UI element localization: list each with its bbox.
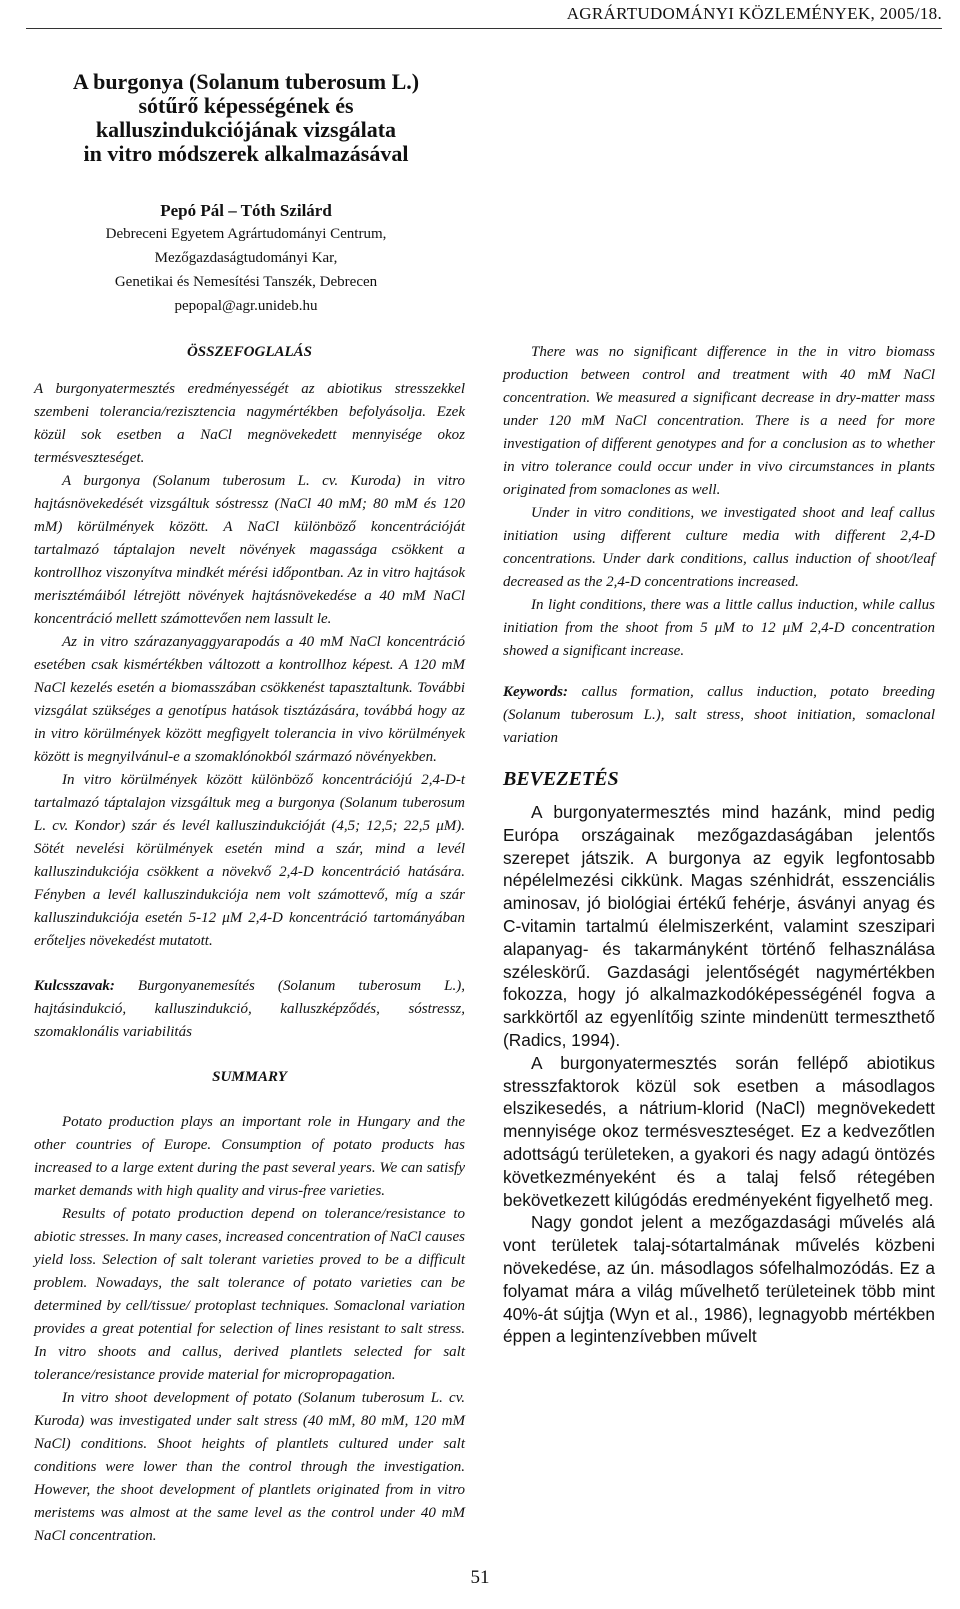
keywords-hu-label: Kulcsszavak: [34,978,115,994]
summary-paragraph: Potato production plays an important role in Hungary and the other countries of Europe. Consumption of potato products has increased to a large extent during the past several years. We can satisfy market demands with high quality and virus-free varieties. [34,1114,465,1199]
article-header [26,70,466,318]
header-rule [26,28,942,29]
intro-paragraph: A burgonyatermesztés során fellépő abiotikus stresszfaktorok közül sok esetben a másodlagos elszikesedés, a nátrium-klorid (NaCl) megnövekedett mennyisége okoz termésveszteséget. Ez a kedvezőtlen adottságú területeken, a gyakori és nagy adagú öntözés következményeként és a talaj felső rétegében bekövetkezett kilúgódás eredményeként figyelhető meg. [503,1052,935,1210]
abstract-hu-paragraph: A burgonyatermesztés eredményességét az abiotikus stresszekkel szembeni tolerancia/rezisztencia nagymértékben befolyásolja. Ezek közül sok esetben a NaCl megnövekedett mennyisége okoz termésveszteséget. [34,381,465,466]
intro-body [503,801,935,1348]
author-email[interactable]: pepopal@agr.unideb.hu [174,298,318,314]
keywords-hu [34,975,465,1044]
intro-paragraph: A burgonyatermesztés mind hazánk, mind pedig Európa országainak mezőgazdaságában jelentős szerepet játszik. A burgonya az egyik legfontosabb népélelmezési cikkünk. Magas szénhidrát, esszenciális aminosav, jó biológiai értékű fehérje, ásványi anyag és C-vitamin tartalmú élelmiszerként, valamint szeszipari alapanyag- és takarmányként történő felhasználása széleskörű. Gazdasági jelentőségét nagymértékben fokozza, hogy jó alkalmazkodóképességénél fogva a sarkkörtől az egyenlítőig szinte mindenütt termeszthető (Radics, 1994). [503,802,935,1050]
intro-paragraph: Nagy gondot jelent a mezőgazdasági művelés alá vont területek talaj-sótartalmának művelés közbeni növekedése, az ún. másodlagos sófelhalmozódás. Ez a folyamat mára a világ művelhető területeinek több mint 40%-át sújtja (Wyn et al., 1986), legnagyobb mértékben éppen a legintenzívebben művelt [503,1212,935,1347]
summary-paragraph: There was no significant difference in the in vitro biomass production between control and treatment with 40 mM NaCl concentration. We measured a significant decrease in dry-matter mass under 120 mM NaCl concentration. There is a need for more investigation of different genotypes and for a conclusion as to whether in vitro tolerance could occur under in vivo circumstances in plants originated from somaclones as well. [503,344,935,498]
summary-paragraph: Results of potato production depend on tolerance/resistance to abiotic stresses. In many cases, increased concentration of NaCl causes yield loss. Selection of salt tolerant varieties proved to be a difficult problem. Nowadays, the salt tolerance of potato varieties can be determined by cell/tissue/ protoplast techniques. Somaclonal variation provides a great potential for selection of lines resistant to salt stress. In vitro shoots and callus, derived plantlets selected for salt tolerance/resistance provide material for micropropagation. [34,1206,465,1383]
bevezetes-heading: BEVEZETÉS [503,768,619,790]
summary-heading: SUMMARY [212,1069,287,1085]
affiliation-line: Debreceni Egyetem Agrártudományi Centrum, [105,226,387,242]
keywords-en-label: Keywords: [503,684,568,700]
summary-paragraph: Under in vitro conditions, we investigated shoot and leaf callus initiation using different culture media with different 2,4-D concentrations. Under dark conditions, callus induction of shoot/leaf decreased as the 2,4-D concentrations increased. [503,505,935,590]
summary-paragraph: In vitro shoot development of potato (Solanum tuberosum L. cv. Kuroda) was investigated under salt stress (40 mM, 80 mM, 120 mM NaCl) conditions. Shoot heights of plantlets cultured under salt conditions were lower than the control through the investigation. However, the shoot development of plantlets originated from in vitro meristems was almost at the same level as the control under 40 mM NaCl concentration. [34,1390,465,1544]
page-number: 51 [470,1567,490,1588]
article-title [26,70,466,166]
right-column [503,341,935,1348]
title-line: in vitro módszerek alkalmazásával [83,141,409,166]
keywords-hu-text: Burgonyanemesítés (Solanum tuberosum L.), hajtásindukció, kalluszindukció, kalluszképződés, sóstressz, szomaklonális variabilitás [34,978,465,1040]
osszefoglalas-heading: ÖSSZEFOGLALÁS [186,344,313,360]
keywords-en-text: callus formation, callus induction, potato breeding (Solanum tuberosum L.), salt stress, shoot initiation, somaclonal variation [503,684,935,746]
authors: Pepó Pál – Tóth Szilárd [160,201,332,220]
abstract-hu-paragraph: In vitro körülmények között különböző koncentrációjú 2,4-D-t tartalmazó táptalajon vizsgáltuk meg a burgonya (Solanum tuberosum L. cv. Kondor) szár és levél kalluszindukcióját (4,5; 12,5; 22,5 μM). Sötét nevelési körülmények esetén mind a szár, mind a levél kalluszindukciója csökkent a növekvő 2,4-D koncentráció hatására. Fényben a levél kalluszindukciója nem volt számottevő, míg a szár kalluszindukciója esetén 5-12 μM 2,4-D koncentráció tartományában erőteljes növekedést mutatott. [34,772,465,949]
summary-paragraph: In light conditions, there was a little callus induction, while callus initiation from the shoot from 5 μM to 12 μM 2,4-D concentration showed a significant increase. [503,597,935,659]
title-line: kalluszindukciójának vizsgálata [95,117,397,142]
left-column [34,341,465,1548]
abstract-hu-paragraph: Az in vitro szárazanyaggyarapodás a 40 mM NaCl koncentráció esetében csak kismértékben változott a kontrollhoz képest. A 120 mM NaCl kezelés esetén a biomasszában csökkenést tapasztaltunk. További vizsgálat szükséges a genotípus hatások tisztázására, továbbá hogy az in vitro körülmények között megfigyelt tolerancia in vivo körülmények között is megnyilvánul-e a szomaklónokból származó növényekben. [34,634,465,765]
affiliation-line: Mezőgazdaságtudományi Kar, [154,250,338,266]
title-line: A burgonya (Solanum tuberosum L.) [72,69,420,94]
journal-header: AGRÁRTUDOMÁNYI KÖZLEMÉNYEK, 2005/18. [566,4,942,23]
abstract-hu-paragraph: A burgonya (Solanum tuberosum L. cv. Kuroda) in vitro hajtásnövekedését vizsgáltuk sóstressz (NaCl 40 mM; 80 mM és 120 mM) körülmények között. A NaCl különböző koncentrációját tartalmazó táptalajon nevelt növények magassága csökkent a kontrollhoz viszonyítva mindkét mérési időpontban. Az in vitro hajtások merisztémáiból létrejött növények hajtásnövekedése a 40 mM NaCl koncentráció mellett számottevően nem lassult le. [34,473,465,627]
affiliation-line: Genetikai és Nemesítési Tanszék, Debrecen [114,274,378,290]
keywords-en [503,681,935,750]
affiliation [26,222,466,318]
title-line: sótűrő képességének és [138,93,354,118]
